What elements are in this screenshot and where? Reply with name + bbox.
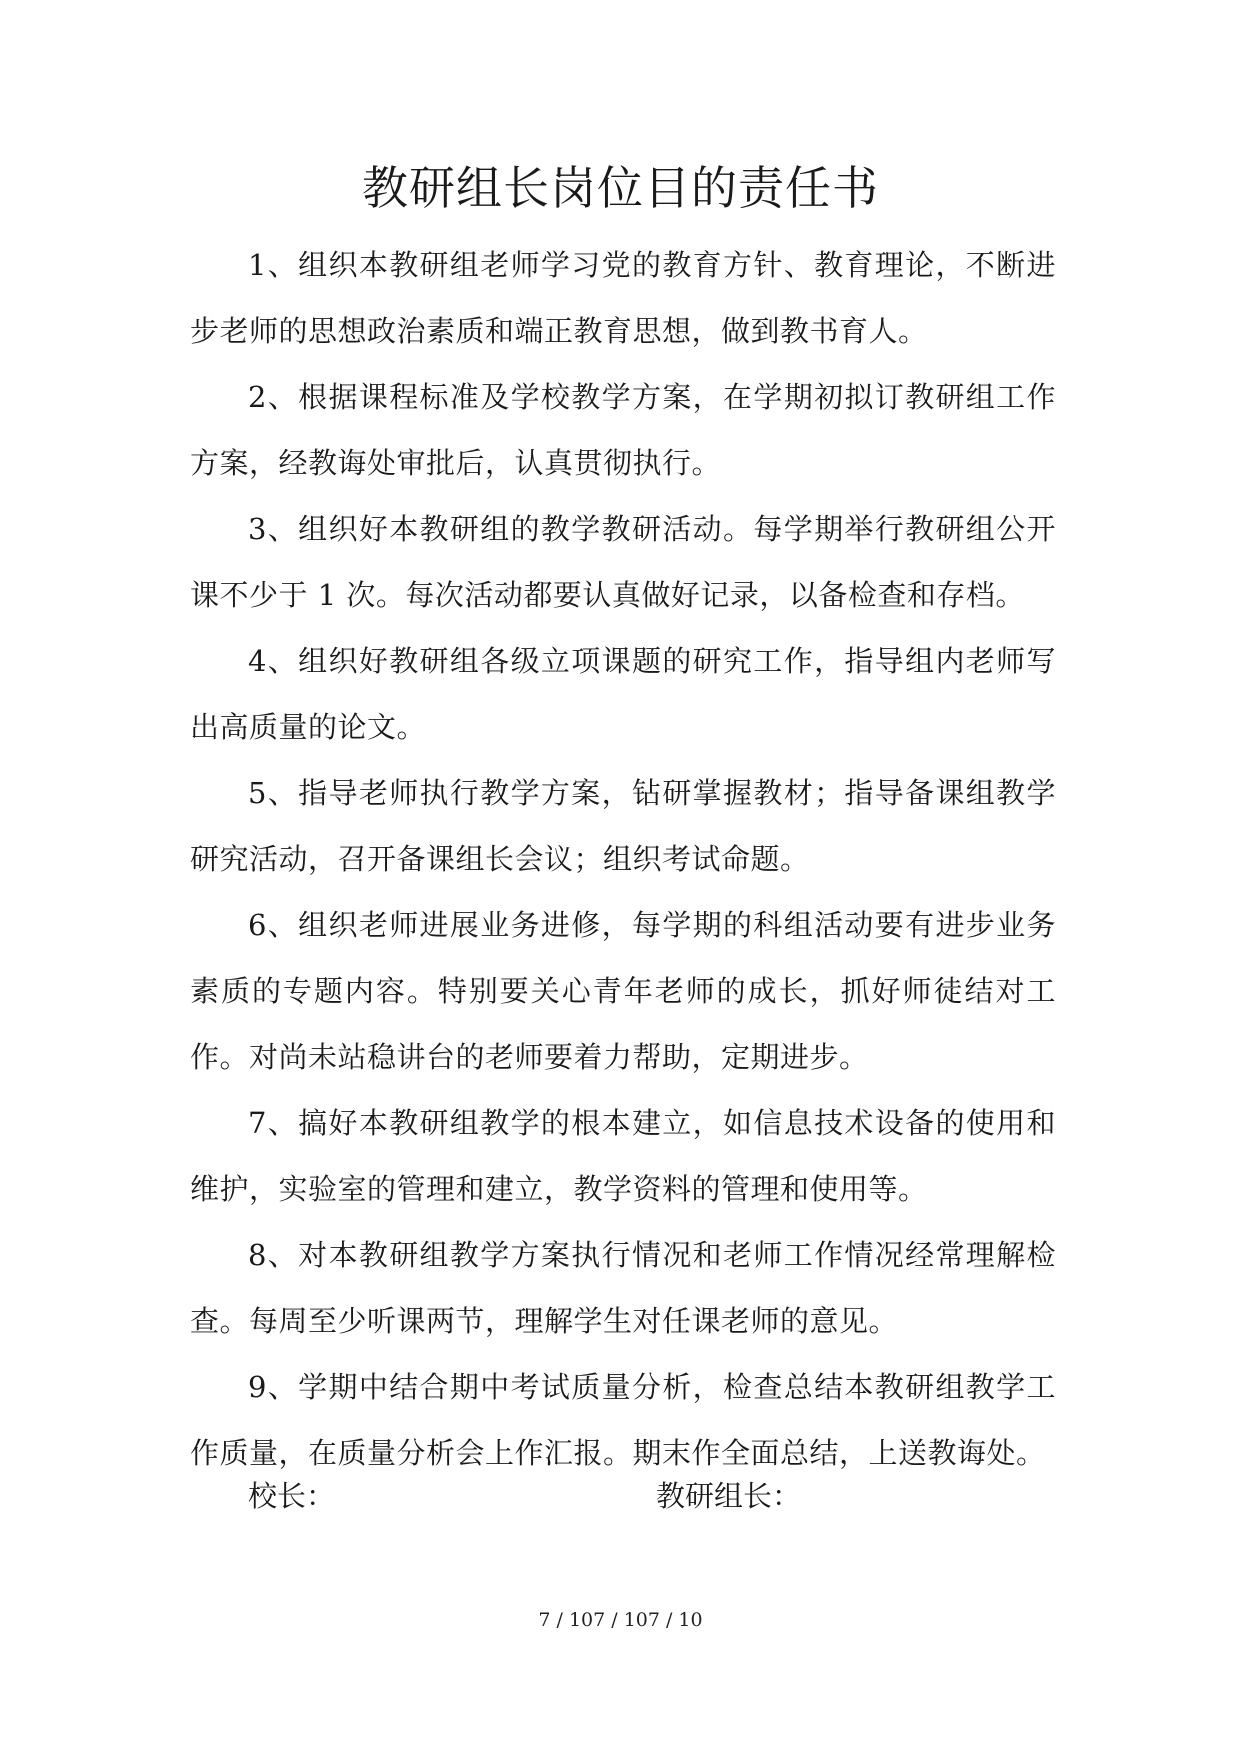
signature-line xyxy=(0,1466,1241,1526)
paragraph-4: 4、组织好教研组各级立项课题的研究工作，指导组内老师写出高质量的论文。 xyxy=(190,644,1056,744)
paragraph-6: 6、组织老师进展业务进修，每学期的科组活动要有进步业务素质的专题内容。特别要关心青年老师的成长，抓好师徒结对工作。对尚未站稳讲台的老师要着力帮助，定期进步。 xyxy=(190,908,1056,1074)
paragraph-5: 5、指导老师执行教学方案，钻研掌握教材；指导备课组教学研究活动，召开备课组长会议；组织考试命题。 xyxy=(190,776,1056,876)
paragraph-7: 7、搞好本教研组教学的根本建立，如信息技术设备的使用和维护，实验室的管理和建立，教学资料的管理和使用等。 xyxy=(190,1106,1056,1206)
leader-signature-label: 教研组长： xyxy=(656,1479,802,1513)
paragraph-8: 8、对本教研组教学方案执行情况和老师工作情况经常理解检查。每周至少听课两节，理解学生对任课老师的意见。 xyxy=(190,1238,1056,1338)
paragraph-2: 2、根据课程标准及学校教学方案，在学期初拟订教研组工作方案，经教诲处审批后，认真贯彻执行。 xyxy=(190,380,1056,480)
principal-signature-label: 校长： xyxy=(248,1479,336,1513)
page-footer: 7 / 107 / 107 / 10 xyxy=(538,1609,703,1631)
paragraph-9: 9、学期中结合期中考试质量分析，检查总结本教研组教学工作质量，在质量分析会上作汇报。期末作全面总结，上送教诲处。 xyxy=(190,1370,1056,1470)
document-body xyxy=(190,232,1056,1486)
document-title: 教研组长岗位目的责任书 xyxy=(362,161,879,215)
paragraph-3: 3、组织好本教研组的教学教研活动。每学期举行教研组公开课不少于 1 次。每次活动都要认真做好记录，以备检查和存档。 xyxy=(190,512,1056,612)
paragraph-1: 1、组织本教研组老师学习党的教育方针、教育理论，不断进步老师的思想政治素质和端正教育思想，做到教书育人。 xyxy=(190,248,1056,348)
